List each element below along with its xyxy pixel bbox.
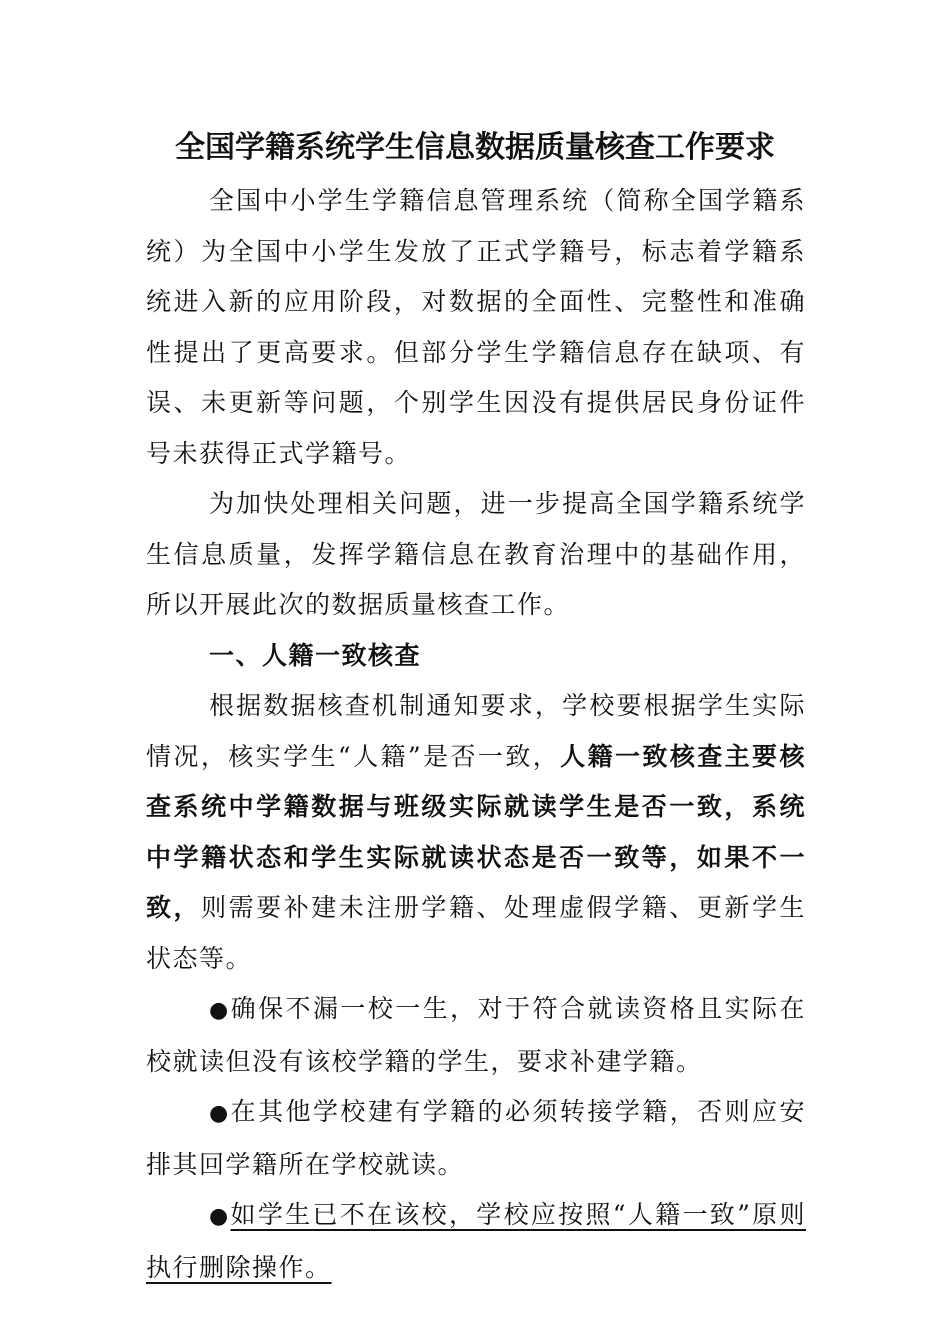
bullet-item-1 [146,984,806,1087]
document-title: 全国学籍系统学生信息数据质量核查工作要求 [175,130,775,165]
bullet-icon: ● [209,1101,231,1126]
paragraph-intro: 全国中小学生学籍信息管理系统（简称全国学籍系统）为全国中小学生发放了正式学籍号，标志着学籍系统进入新的应用阶段，对数据的全面性、完整性和准确性提出了更高要求。但部分学生学籍信息存在缺项、有误、未更新等问题，个别学生因没有提供居民身份证件号未获得正式学籍号。 [146,186,806,468]
section-heading-1: 一、人籍一致核查 [209,640,422,670]
bullet-icon: ● [209,1204,231,1229]
paragraph-check-requirements [146,681,806,984]
paragraph-check-start: 根据数据核查机制通知要求，学校要根据学生实际情况，核实学生“人籍”是否一致， [146,691,806,771]
document-body [146,176,806,1293]
bullet-text-3: 如学生已不在该校，学校应按照“人籍一致”原则执行删除操作。 [146,1200,806,1282]
bullet-item-3 [146,1190,806,1293]
paragraph-purpose: 为加快处理相关问题，进一步提高全国学籍系统学生信息质量，发挥学籍信息在教育治理中的基础作用，所以开展此次的数据质量核查工作。 [146,489,806,619]
bullet-icon: ● [209,998,231,1023]
bullet-text-1: 确保不漏一校一生，对于符合就读资格且实际在校就读但没有该校学籍的学生，要求补建学籍。 [146,994,806,1076]
paragraph-check-emphasis: 人籍一致核查主要核查系统中学籍数据与班级实际就读学生是否一致，系统中学籍状态和学生实际就读状态是否一致等，如果不一致， [146,741,806,922]
bullet-item-2 [146,1087,806,1190]
bullet-text-2: 在其他学校建有学籍的必须转接学籍，否则应安排其回学籍所在学校就读。 [146,1097,806,1179]
paragraph-check-end: 则需要补建未注册学籍、处理虚假学籍、更新学生状态等。 [146,893,806,973]
